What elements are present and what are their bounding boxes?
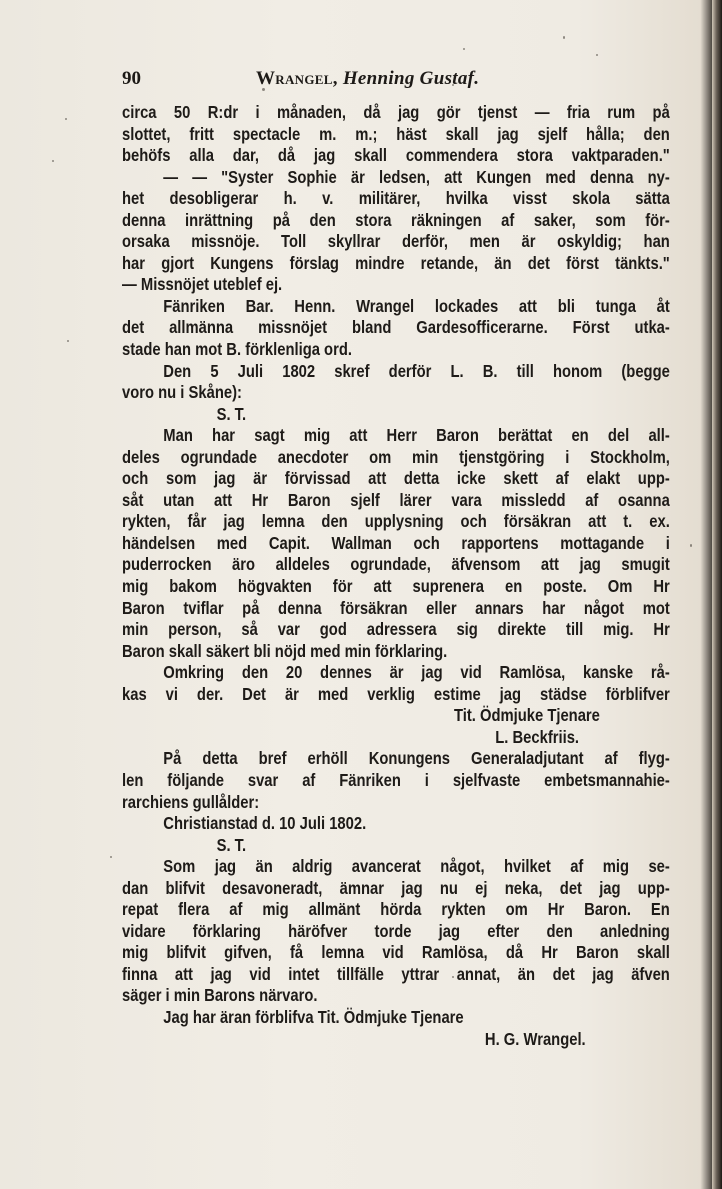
text-line: len följande svar af Fänriken i sjelfvaste embetsmannahie- (122, 769, 670, 790)
text-line: stade han mot B. förklenliga ord. (122, 339, 352, 360)
running-head-title (256, 68, 479, 90)
letter-dateline: Christianstad d. 10 Juli 1802. (163, 813, 367, 834)
text-line: Den 5 Juli 1802 skref derför L. B. till honom (begge (163, 360, 670, 381)
text-line: dan blifvit desavoneradt, ämnar jag nu ej neka, det jag upp- (122, 877, 670, 898)
text-line: slottet, fritt spectacle m. m.; häst skall jag sjelf hålla; den (122, 123, 670, 144)
text-line: vidare förklaring häröfver torde jag efter den anledning (122, 920, 670, 941)
text-line: rarchiens gullålder: (122, 791, 260, 812)
running-head-given-names: Henning Gustaf. (342, 68, 480, 89)
text-line: kas vi der. Det är med verklig estime jag städse förblifver (122, 683, 670, 704)
text-line: — — "Syster Sophie är ledsen, att Kungen med denna ny- (163, 166, 670, 187)
text-line: — Missnöjet uteblef ej. (122, 274, 283, 295)
letter-signature: L. Beckfriis. (495, 726, 580, 747)
text-line: denna inrättning på den stora räkningen af saker, som för- (122, 209, 670, 230)
text-line: min person, så var god adressera sig direkte till mig. Hr (122, 619, 670, 640)
text-line: händelsen med Capit. Wallman och rapportens mottagande i (122, 532, 670, 553)
letter-signature: H. G. Wrangel. (484, 1028, 586, 1049)
letter-salutation: S. T. (216, 834, 247, 855)
text-line: det allmänna missnöjet bland Gardesofficerarne. Först utka- (122, 317, 670, 338)
letter-closing: Tit. Ödmjuke Tjenare (453, 705, 600, 726)
running-head-surname: Wrangel, (256, 68, 338, 89)
text-line: rykten, får jag lemna den upplysning och försäkran att t. ex. (122, 511, 670, 532)
text-line: har gjort Kungens förslag mindre retande, än det först tänkts." (122, 252, 670, 273)
running-header (122, 68, 670, 94)
text-line: repat flera af mig allmänt hörda rykten om Hr Baron. En (122, 899, 670, 920)
text-line: Fänriken Bar. Henn. Wrangel lockades att bli tunga åt (163, 295, 670, 316)
body-text (122, 102, 670, 1050)
text-line: puderrocken äro alldeles ogrundade, äfvensom att jag smugit (122, 554, 670, 575)
text-line: deles ogrundade anecdoter om min tjenstgöring i Stockholm, (122, 446, 670, 467)
text-line: Man har sagt mig att Herr Baron berättat en del all- (163, 425, 670, 446)
page-edge-shadow (712, 0, 722, 1189)
text-line: het desobligerar h. v. militärer, hvilka visst skola sätta (122, 188, 670, 209)
text-line: Som jag än aldrig avancerat något, hvilket af mig se- (163, 856, 670, 877)
page-number: 90 (122, 68, 141, 89)
text-line: På detta bref erhöll Konungens Generaladjutant af flyg- (163, 748, 670, 769)
letter-closing: Jag har äran förblifva Tit. Ödmjuke Tjenare (163, 1006, 464, 1027)
text-line: och som jag är förvissad att detta icke skett af elakt upp- (122, 468, 670, 489)
letter-salutation: S. T. (216, 403, 247, 424)
text-line: finna att jag vid intet tillfälle yttrar annat, än det jag äfven (122, 963, 670, 984)
text-line: orsaka missnöje. Toll skyllrar derför, men är oskyldig; han (122, 231, 670, 252)
text-line: circa 50 R:dr i månaden, då jag gör tjenst — fria rum på (122, 102, 670, 122)
text-line: säger i min Barons närvaro. (122, 985, 318, 1006)
text-line: Omkring den 20 dennes är jag vid Ramlösa, kanske rå- (163, 662, 670, 683)
text-line: behöfs alla dar, då jag skall commendera stora vaktparaden." (122, 145, 670, 166)
text-line: mig blifvit gifven, få lemna vid Ramlösa, då Hr Baron skall (122, 942, 670, 963)
text-line: Baron skall säkert bli nöjd med min förklaring. (122, 640, 448, 661)
text-line: såt utan att Hr Baron sjelf lärer vara missledd af osanna (122, 489, 670, 510)
text-line: Baron tviflar på denna försäkran eller annars har något mot (122, 597, 670, 618)
text-line: mig bakom högvakten för att suprenera en poste. Om Hr (122, 576, 670, 597)
text-line: voro nu i Skåne): (122, 382, 242, 403)
